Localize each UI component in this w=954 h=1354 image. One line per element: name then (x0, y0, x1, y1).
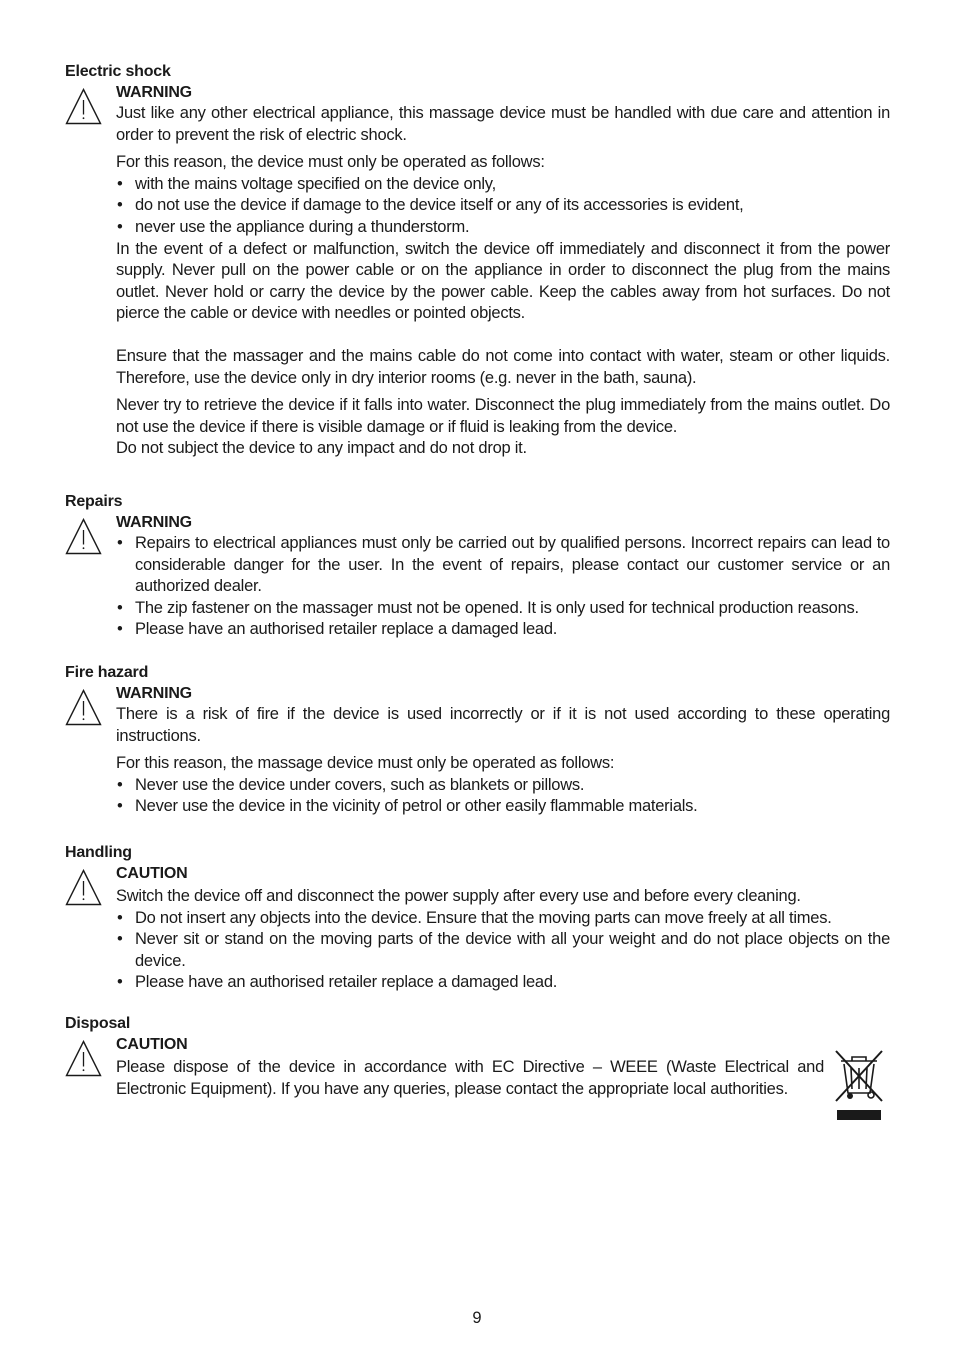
section-repairs (65, 491, 890, 641)
warning-triangle-icon (65, 88, 102, 125)
section-handling (65, 842, 890, 994)
fire-bullet-list (116, 775, 890, 818)
list-item: • Please have an authorised retailer replace a damaged lead. (116, 619, 890, 641)
section-fire-hazard (65, 662, 890, 818)
liquid-paragraph: Ensure that the massager and the mains cable do not come into contact with water, steam or other liquids. Therefore, use the device only in dry interior rooms (e.g. never in the bath, sauna). (116, 346, 890, 387)
page-number: 9 (472, 1309, 482, 1327)
list-item: • never use the appliance during a thunderstorm. (116, 217, 890, 239)
operation-lead-text: For this reason, the massage device must only be operated as follows: (116, 754, 615, 773)
repairs-bullet-list (116, 533, 890, 641)
section-electric-shock (65, 61, 890, 460)
section-heading: Fire hazard (65, 664, 149, 681)
water-paragraph: Never try to retrieve the device if it falls into water. Disconnect the plug immediately from the mains outlet. Do not use the device if there is visible damage or if fluid is leaking from the device. (116, 396, 890, 436)
warning-triangle-icon (65, 518, 102, 555)
section-heading: Repairs (65, 493, 123, 510)
list-item: • Repairs to electrical appliances must only be carried out by qualified persons. Incorrect repairs can lead to considerable danger for the user. In the event of repairs, please contact our customer service or an authorized dealer. (116, 533, 890, 598)
defect-paragraph: In the event of a defect or malfunction, switch the device off immediately and disconnect it from the power supply. Never pull on the power cable or on the appliance in order to disconnect the plug from the mains outlet. Never hold or carry the device by the power cable. Keep the cables away from hot surfaces. Do not pierce the cable or device with needles or pointed objects. (116, 239, 890, 323)
operation-bullet-list (116, 174, 890, 239)
section-heading: Disposal (65, 1015, 131, 1032)
handling-bullet-list (116, 908, 890, 994)
warning-label: WARNING (116, 84, 192, 101)
handling-intro-text: Switch the device off and disconnect the power supply after every use and before every cleaning. (116, 887, 801, 905)
disposal-text: Please dispose of the device in accordance with EC Directive – WEEE (Waste Electrical and Electronic Equipment). If you have any queries, please contact the appropriate local authorities. (116, 1058, 824, 1098)
list-item: • do not use the device if damage to the device itself or any of its accessories is evident, (116, 195, 890, 217)
list-item: • with the mains voltage specified on the device only, (116, 174, 890, 196)
operation-lead-text: For this reason, the device must only be operated as follows: (116, 153, 545, 172)
list-item: • Never sit or stand on the moving parts of the device with all your weight and do not place objects on the device. (116, 929, 890, 972)
caution-label: CAUTION (116, 1036, 188, 1053)
warning-label: WARNING (116, 514, 192, 531)
section-heading: Handling (65, 844, 132, 861)
warning-triangle-icon (65, 689, 102, 726)
list-item: • Never use the device in the vicinity of petrol or other easily flammable materials. (116, 796, 890, 818)
list-item: • Never use the device under covers, such as blankets or pillows. (116, 775, 890, 797)
list-item: • Please have an authorised retailer replace a damaged lead. (116, 972, 890, 994)
section-heading: Electric shock (65, 63, 171, 80)
warning-label: WARNING (116, 685, 192, 702)
caution-label: CAUTION (116, 865, 188, 882)
list-item: • Do not insert any objects into the device. Ensure that the moving parts can move freely at all times. (116, 908, 890, 930)
impact-paragraph: Do not subject the device to any impact and do not drop it. (116, 439, 527, 458)
crossed-out-wheelie-bin-icon (833, 1047, 885, 1123)
section-disposal (65, 1013, 890, 1100)
warning-intro-text: Just like any other electrical appliance, this massage device must be handled with due care and attention in order to prevent the risk of electric shock. (116, 104, 890, 144)
warning-triangle-icon (65, 869, 102, 906)
fire-intro-text: There is a risk of fire if the device is used incorrectly or if it is not used according to these operating instructions. (116, 705, 890, 745)
list-item: • The zip fastener on the massager must not be opened. It is only used for technical production reasons. (116, 598, 890, 620)
warning-triangle-icon (65, 1040, 102, 1077)
